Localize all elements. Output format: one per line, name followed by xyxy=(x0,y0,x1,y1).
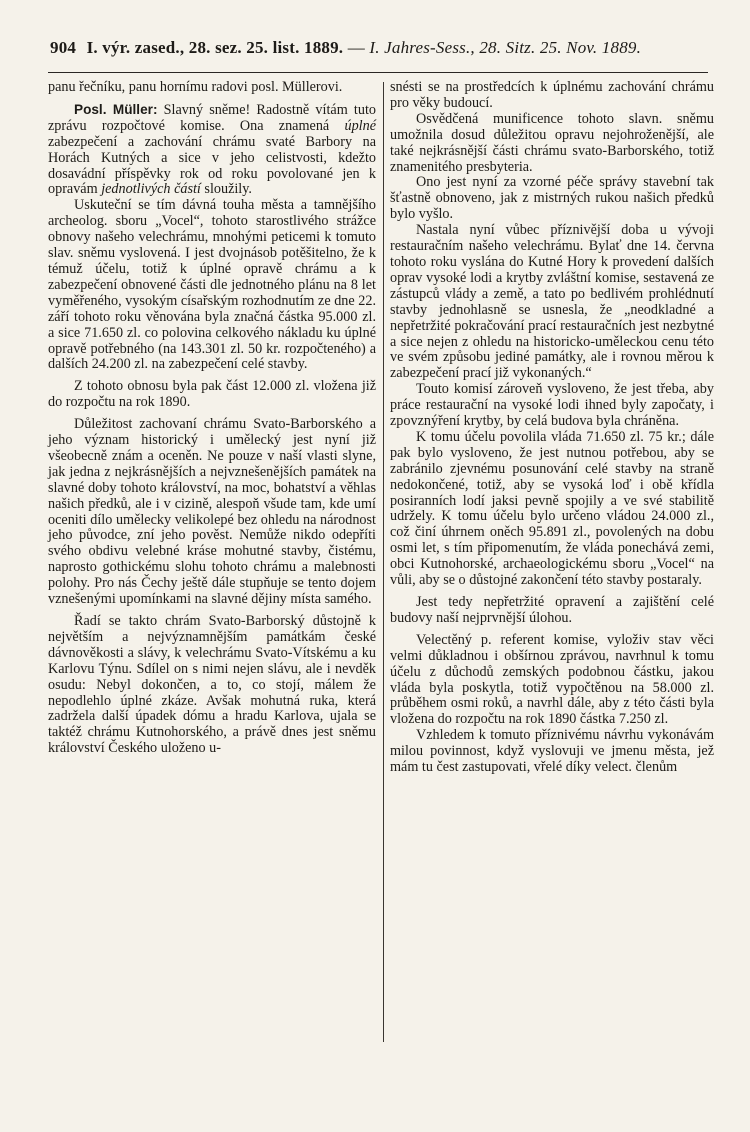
page-number: 904 xyxy=(50,38,77,57)
running-header xyxy=(50,38,705,58)
paragraph: Z tohoto obnosu byla pak část 12.000 zl. vložena již do rozpočtu na rok 1890. xyxy=(48,378,376,411)
paragraph: panu řečníku, panu hornímu radovi posl. Müllerovi. xyxy=(48,79,343,95)
paragraph: Uskuteční se tím dávná touha města a tamnějšího archeolog. sboru „Vocel“, tohoto starostlivého strážce obnovy našeho velechrámu, mnohými peticemi k tomuto slav. sněmu vyslovená. I jest dvojnásob potěšitelno, že k témuž účelu, totiž k úplné opravě chrámu a k zabezpečení obnovené části dle jednotného plánu na 8 let vyměřeného, vysokým císařským rozhodnutím ze dne 22. září tohoto roku věnována byla značná částka 95.000 zl. a sice 71.650 zl. co polovina celkového nákladu ku úplné opravě potřebného (na 143.301 zl. 50 kr. rozpočteného) a dalších 24.200 zl. na zabezpečení celé stavby. xyxy=(48,197,376,373)
header-czech: I. výr. zased., 28. sez. 25. list. 1889. xyxy=(86,38,344,57)
left-column xyxy=(48,80,376,757)
speaker-name: Posl. Müller: xyxy=(74,101,158,117)
right-column xyxy=(390,80,714,776)
header-german: I. Jahres-Sess., 28. Sitz. 25. Nov. 1889. xyxy=(369,38,642,57)
paragraph: Řadí se takto chrám Svato-Barborský důstojně k největším a nejvýznamnějším památkám české dávnověkosti a slávy, k velechrámu Svato-Vítskému a ku Karlovu Týnu. Sdílel on s nimi nejen slávu, ale i nevděk osudu: Nebyl dokončen, a to, co stojí, málem že nepodlehlo úplné zkáze. Avšak mohutná ruka, která zadržela další úpadek dómu a hradu Karlova, ujala se taktéž chrámu Kutnohorského, a právě dnes jest sněmu království Českého uloženo u- xyxy=(48,613,376,757)
paragraph: Důležitost zachovaní chrámu Svato-Barborského a jeho význam historický i umělecký jest nyní již všeobecně znám a oceněn. Ne pouze v naší vlasti slyne, jak jedna z nejkrásnějších a nejvznešenějších památek na slavné doby tohoto království, na moc, bohatství a věhlas našich předků, ale i v cizině, alespoň všude tam, kde umí oceniti dílo umělecky velikolepé bez ohledu na národnost jeho původce, zní jeho pověst. Nemůže nikdo odepříti svého obdivu velebné kráse mohutné stavby, čistému, naprosto gothickému slohu tohoto chrámu a malebnosti polohy. Pro nás Čechy ještě dále stupňuje se tento dojem vznešenými upomínkami na slavné dějiny místa samého. xyxy=(48,416,376,608)
column-divider xyxy=(383,82,384,1042)
paragraph: Nastala nyní vůbec příznivější doba u vývoji restauračním našeho velechrámu. Bylať dne 14. června tohoto roku vyslána do Kutné Hory k provedení dalších oprav vysoké lodi a krytby zvláštní komise, sestavená ze zástupců vlády a země, a tato po bedlivém prohlédnutí stavby jednohlasně se usnesla, že „neodkladné a nepřetržité pokračování prací restauračních jest nezbytné a sice nejen z ohledu na historicko-uměleckou cenu této ve svém způsobu jediné památky, ale i rovnou měrou k zabezpečení prací již vykonaných.“ xyxy=(390,222,714,382)
paragraph: Velectěný p. referent komise, vyloživ stav věci velmi důkladnou i obšírnou zprávou, navrhnul k tomu účelu z důchodů zemských podobnou částku, jakou vláda byla poskytla, totiž vypočtěnou na 58.000 zl. průběhem osmi roků, a navrhl dále, aby z této části byla vložena do rozpočtu na rok 1890 částka 7.250 zl. xyxy=(390,631,714,728)
header-rule xyxy=(48,72,708,73)
paragraph: snésti se na prostředcích k úplnému zachování chrámu pro věky budoucí. xyxy=(390,79,714,111)
paragraph: Jest tedy nepřetržité opravení a zajištění celé budovy naší nejprvnější úlohou. xyxy=(390,594,714,626)
paragraph: Osvědčená munificence tohoto slavn. sněmu umožnila dosud důležitou opravu nejohroženější, ale také nejkrásnější části chrámu svato-Barborského, totiž znamenitého presbyteria. xyxy=(390,110,714,175)
paragraph: Touto komisí zároveň vysloveno, že jest třeba, aby práce restaurační na vysoké lodi ihned byly započaty, i zpovznýření krytby, by celá budova byla chráněna. xyxy=(390,381,714,430)
header-separator: — xyxy=(347,38,365,57)
paragraph: Vzhledem k tomuto příznivému návrhu vykonávám milou povinnost, když vyslovuji ve jmenu města, jež mám tu čest zastupovati, vřelé díky velect. členům xyxy=(390,727,714,776)
paragraph: Ono jest nyní za vzorné péče správy stavební tak šťastně obnoveno, jak z mistrných rukou našich předků bylo vyšlo. xyxy=(390,174,714,223)
speech-paragraph: Posl. Müller: Slavný sněme! Radostně vítám tuto zprávu rozpočtové komise. Ona znamená úplné zabezpečení a zachování chrámu svaté Barbory na Horách Kutných a sice v jeho celistvosti, kdežto dosavádní příspěvky rok od roku povolované jen k opravám jednotlivých částí sloužily. xyxy=(48,101,376,198)
paragraph: K tomu účelu povolila vláda 71.650 zl. 75 kr.; dále pak bylo vysloveno, že jest nutnou potřebou, aby se zabránilo zjevnému posunování celé stavby na straně nedokončené, totiž, aby se vysoká loď i obě křídla posiranních lodí jaksi pevně spojily a ve své stabilitě udržely. K tomu účelu bylo určeno vládou 24.000 zl., což činí úhrnem oněch 95.891 zl., povolených na dobu osmi let, s tím připomenutím, že vláda ponechává zemi, obci Kutnohorské, archaeologickému sboru „Vocel“ na vůli, aby se o důstojné zakončení této stavby postaraly. xyxy=(390,428,714,589)
